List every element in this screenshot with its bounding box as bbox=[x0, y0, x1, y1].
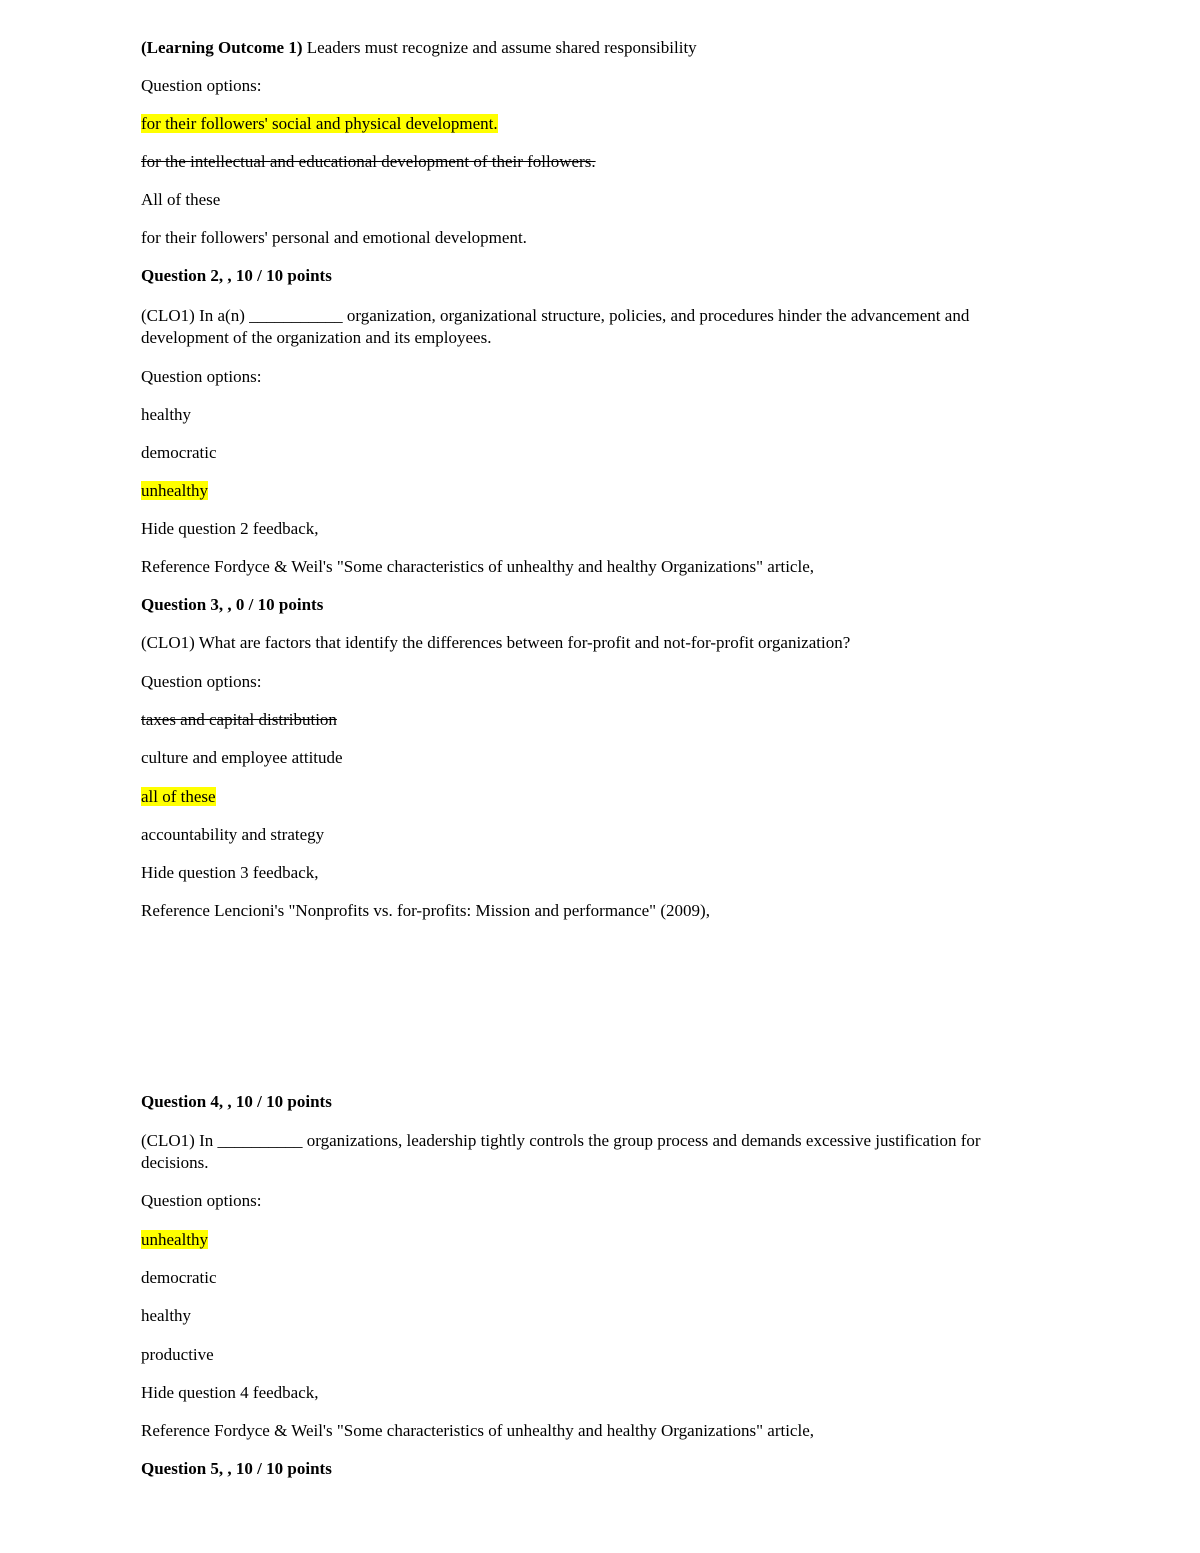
q3-option-4: accountability and strategy bbox=[141, 825, 325, 844]
q3-feedback: Reference Lencioni's "Nonprofits vs. for-profits: Mission and performance" (2009), bbox=[141, 901, 710, 920]
q4-header: Question 4, , 10 / 10 points bbox=[141, 1092, 332, 1111]
q3-stem: (CLO1) What are factors that identify the differences between for-profit and not-for-profit organization? bbox=[141, 633, 851, 652]
q3-option-3-text: all of these bbox=[141, 787, 216, 806]
q2-feedback-toggle: Hide question 2 feedback, bbox=[141, 519, 319, 538]
q4-options-label: Question options: bbox=[141, 1191, 262, 1210]
q4-stem: (CLO1) In __________ organizations, leadership tightly controls the group process and demands excessive justification for decisions. bbox=[141, 1131, 981, 1172]
q2-header: Question 2, , 10 / 10 points bbox=[141, 266, 332, 285]
q1-option-2: for the intellectual and educational development of their followers. bbox=[141, 152, 596, 171]
q4-feedback: Reference Fordyce & Weil's "Some characteristics of unhealthy and healthy Organizations" article, bbox=[141, 1421, 814, 1440]
q2-options-label: Question options: bbox=[141, 367, 262, 386]
q3-feedback-toggle: Hide question 3 feedback, bbox=[141, 863, 319, 882]
q2-option-2: democratic bbox=[141, 443, 217, 462]
q3-option-3 bbox=[141, 786, 216, 808]
q1-options-label: Question options: bbox=[141, 76, 262, 95]
q2-stem: (CLO1) In a(n) ___________ organization, organizational structure, policies, and procedures hinder the advancement and development of the organization and its employees. bbox=[141, 306, 970, 347]
q5-header: Question 5, , 10 / 10 points bbox=[141, 1459, 332, 1478]
q1-stem bbox=[141, 37, 697, 59]
q2-option-3-text: unhealthy bbox=[141, 481, 209, 500]
q2-option-1: healthy bbox=[141, 405, 192, 424]
q4-option-3: healthy bbox=[141, 1306, 192, 1325]
q1-option-4: for their followers' personal and emotional development. bbox=[141, 228, 527, 247]
q4-option-1 bbox=[141, 1229, 208, 1251]
q4-option-1-text: unhealthy bbox=[141, 1230, 209, 1249]
q1-learning-outcome-label: (Learning Outcome 1) bbox=[141, 38, 303, 57]
q3-options-label: Question options: bbox=[141, 672, 262, 691]
q1-option-3: All of these bbox=[141, 190, 221, 209]
q2-feedback: Reference Fordyce & Weil's "Some characteristics of unhealthy and healthy Organizations" article, bbox=[141, 557, 814, 576]
q1-stem-text: Leaders must recognize and assume shared responsibility bbox=[302, 38, 697, 57]
q3-header: Question 3, , 0 / 10 points bbox=[141, 595, 324, 614]
q4-feedback-toggle: Hide question 4 feedback, bbox=[141, 1383, 319, 1402]
q1-option-1 bbox=[141, 113, 498, 135]
q4-option-4: productive bbox=[141, 1345, 214, 1364]
q4-option-2: democratic bbox=[141, 1268, 217, 1287]
q3-option-1: taxes and capital distribution bbox=[141, 710, 337, 729]
q3-option-2: culture and employee attitude bbox=[141, 748, 343, 767]
q2-option-3 bbox=[141, 480, 208, 502]
q1-option-1-text: for their followers' social and physical development. bbox=[141, 114, 498, 133]
